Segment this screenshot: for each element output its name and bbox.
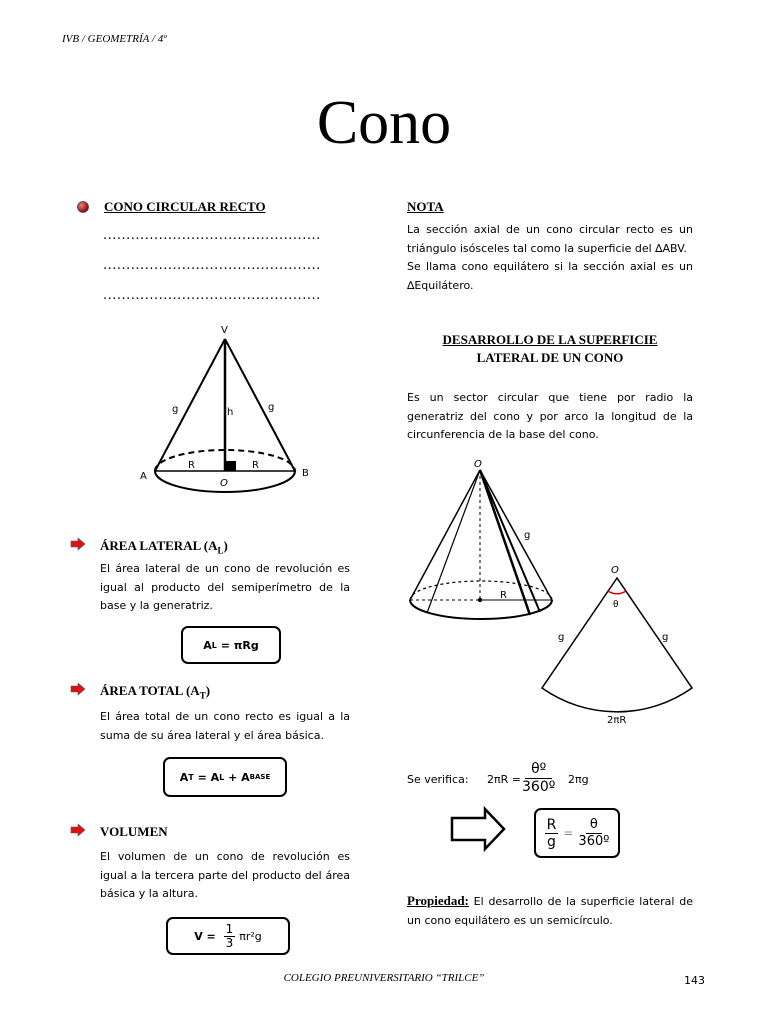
page-title: Cono — [316, 89, 452, 157]
blank-line: ............................................... — [103, 228, 321, 243]
section-area-total: ÁREA TOTAL $(A_T)$ — [100, 683, 211, 701]
section-nota: NOTA — [407, 199, 444, 214]
blank-line: ............................................... — [103, 258, 321, 273]
svg-text:g: g — [558, 632, 565, 643]
section-desarrollo: DESARROLLO DE LA SUPERFICIE LATERAL DE UN CONO — [442, 332, 658, 365]
verifica-lhs: 2πR = — [487, 773, 521, 786]
arrow-bullet-icon — [70, 682, 86, 696]
implies-arrow-icon — [449, 806, 507, 852]
volumen-text: El volumen de un cono de revolución es igual a la tercera parte del producto del área básica y la altura. — [100, 850, 350, 900]
desarrollo-text: Es un sector circular que tiene por radio la generatriz del cono y por arco la longitud de la circunferencia de la base del cono. — [407, 391, 693, 441]
svg-text:2πR: 2πR — [607, 715, 627, 726]
blank-line: ............................................... — [103, 288, 321, 303]
verifica-label: Se verifica: — [407, 773, 469, 786]
cone-development-figure — [400, 455, 700, 730]
label-v: V — [221, 325, 228, 336]
label-a: A — [140, 471, 147, 482]
generatrix-right — [225, 339, 295, 471]
right-angle-mark — [225, 461, 236, 471]
arrow-bullet-icon — [70, 823, 86, 837]
formula-ratio: $\frac{R}{g}$ = $\frac{\theta}{\text{360º}}$ — [534, 808, 620, 858]
label-o: O — [220, 478, 228, 489]
nota-text: La sección axial de un cono circular recto es un triángulo isósceles tal como la superficie del ∆ABV. Se llama cono equilátero si la sección axial es un ∆Equilátero. — [407, 223, 693, 292]
bullet-icon — [76, 200, 90, 214]
label-g: g — [172, 404, 179, 415]
formula-area-total: A T = A L + A BASE — [163, 757, 287, 797]
area-total-text: El área total de un cono recto es igual a la suma de su área lateral y el área básica. — [100, 710, 350, 742]
formula-volumen: V = $\frac{1}{3}$ πr²g — [166, 917, 290, 955]
label-g: g — [268, 402, 275, 413]
section-volumen: VOLUMEN — [100, 824, 168, 839]
arrow-bullet-icon — [70, 537, 86, 551]
propiedad-text: Propiedad: El desarrollo de la superficie lateral de un cono equilátero es un semicírculo. — [407, 893, 693, 927]
verifica-fraction: θº 360º — [522, 761, 556, 795]
section-cono-circular-recto: CONO CIRCULAR RECTO — [104, 199, 266, 214]
formula-area-lateral: A L = πRg — [181, 626, 281, 664]
label-b: B — [302, 468, 309, 479]
page-number: 143 — [684, 974, 705, 987]
label-r: R — [188, 460, 195, 471]
label-r: R — [252, 460, 259, 471]
area-lateral-text: El área lateral de un cono de revolución es igual al producto del semiperímetro de la base y la generatriz. — [100, 562, 350, 612]
footer-school: COLEGIO PREUNIVERSITARIO “TRILCE” — [283, 972, 485, 984]
verifica-rhs: 2πg — [568, 773, 589, 786]
svg-text:g: g — [524, 530, 531, 541]
svg-text:θ: θ — [613, 600, 619, 610]
svg-text:O: O — [611, 565, 619, 576]
cone-figure — [130, 318, 330, 498]
svg-text:g: g — [662, 632, 669, 643]
svg-text:O: O — [474, 459, 482, 470]
label-h: h — [227, 407, 234, 418]
page-header: IVB / GEOMETRÍA / 4º — [62, 33, 167, 45]
svg-text:R: R — [500, 590, 507, 601]
section-area-lateral: ÁREA LATERAL $(A_L)$ — [100, 538, 228, 556]
